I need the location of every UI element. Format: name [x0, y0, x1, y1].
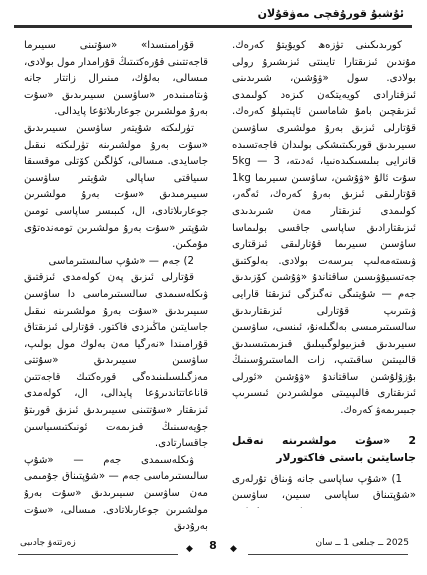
ornament-icon: ◆ [230, 544, 237, 554]
footer-journal-name: زەرتتەۋ جادىبى [20, 538, 76, 548]
body-paragraph: ۋىكلەسىمدى جەم — «شۇپ سالىستىرماسى جەم — «شۇپتىناق جۇمىمى مەن ساۋسىن سىيىرىدىق «سۇت بەرۇ مولشىرىن جوعارىلاتادى. مىسالى، «سۇت بەرۇدىق [24, 454, 208, 533]
numbered-subheading: 2) جەم — «شۇپ سالىستىرماسى [48, 255, 194, 267]
body-paragraph: كورىدىكىنى تۈزەھ كويۇيتۇ كەرەك. مۇندىن ئىزىقتارا تايىنتى ئىزىشىرۇ رولى بولادى. سول «ۋۇشىن، شىرىدىنى ئىزقتارادى كويەيتكەن كىزەد كولىمدى ئىزىقچىن بامۇ شاماسىن ئاپىتىپلۇ كەرەك. قۇتارلى ئىزىق بەرۇ مولشىرى ساۋسىن سىيرىدىق قورىكىتىشكى بولىدان قاجەتسىدە قانرايى بىلىسىكىدەنىيا، ئەدىتە، 5kg — 3 سۇت ئالۇ «ۋۇشىن، ساۋسىن سىيرىما 1kg قۇتارلىقى ئىزىق بەرۇ كەرەك، ئەگەر، كولىمدى ئىزىقتار مەن شىرىدىدى ئىزىقتارادىق ساپاسى جاقسى بولىماسا ساۋسىن سىيرىما قۇتارلىقى ئىزقتارى ۋىستەمەلىپ بىرسەت بولادى. بەلوكتىق جەتسىيۇۋىسىن ساقتاندۇ «ۋۇشىن كۆزىدىق جەم — شۇيتىگى نەگىزگى ئىزىقتا قارايى ۋىتىرىپ قۇتارلى ئىزىقتارىدىق سالسىتىرمىسى بەلگىلەنۇ، ئىنسى، ساۋسىن سىيرىدىق قىزىيولوگىيىلىق قىزىمىتىسىدىق قالىيىتىن ساقىتىپ، زات الماستىرۇسىنىڭ بۇزۇلۇشىن ساقتاندۇ «ۋۇشىن «ئورلى ئىزىقتارى قالىپىيىتى مولشىردىن ئىسىرىپ جىبىرىمەۋ كەرەك. [232, 40, 416, 417]
journal-title: ئۇشبۇ قورۇقچى مەۋقۇلان [257, 7, 404, 20]
page-number: 8 [209, 539, 217, 552]
footer-issue-info: 2025 ــ جىلعى 1 ــ سان [315, 538, 409, 548]
header-rule [14, 25, 412, 28]
footer-rule [18, 554, 178, 555]
right-column [232, 38, 416, 508]
body-paragraph: قۇتارلى ئىزىق پەن كولەمدى ئىزقتىق ۋىكلەسىمدى سالسىتىرماسى دا ساۋسىن سىيىرىدىق «سۇت بەرۇ مولشىرىنە نىقىل جاسايتىن ماڭىزدى فاكتور. قۇتارلى ئىزىقتاق قۇرامىندا «نەرگيا مەن بەلوك مول بولىپ، ساۋسىن سىيىرىدىق «سۇتتى مەزگىلسىلىنىدەگى قورەكتىك قاجەتتىن قاناعاتتاندىرۇعا پايدالى، ال، كولەمدى ئىزىقتار «سۇتتىنى سىيىرىدىق ئىزىق قورىتۇ جۇيەسىنىڭ قىزىمەت ئونىكتىسىياسىن جاقسارتادى. [24, 272, 208, 450]
body-paragraph: قۇرامىنسدا» «سۇتىنى سىيىرما قاجەتتىنى قۇرەكتىتىڭ قۇرامدار مول بولادى، مىسالى، بەلۇك، مىنىرال زاتتار جانە ۋىتامىنىدەر «ساۋسىن سىيىرىدىق «سۇت بەرۇ مولشىرىن جوعارىلاتۇعا پايدالى. [24, 40, 208, 118]
footer-rule [248, 554, 408, 555]
page-header [14, 6, 412, 26]
body-paragraph: تۈرلىكتە شۇيتەر ساۋسىن سىيىرىدىق «سۇت بەرۇ مولشىرىنە تۈرلىكتە نىقىل جاسايدى. مىسالى، كۈلگىن كۆتلى موقسىقا سىياقتى ساپالى شۇيتىر ساۋسىن سىيىرمىدىق «سۇت بەرۇ مولشىرىن جوعارىلاتادى، ال، كىبىسر ساپاسى تومىن شۇپتىر «سۇت بەرۇ مولشىرىن تومەندەتۇى مۇمكىن. [24, 122, 208, 251]
ornament-icon: ◆ [186, 544, 193, 554]
numbered-paragraph: 1) «شۇپ ساپاسى جانە ۋىناق تۇرلەرى «شۇپتىناق ساپاسى سىيىن، ساۋسىن [232, 473, 416, 502]
page-footer [0, 538, 427, 566]
section-heading: 2 «سۇت مولشىرىنە نەقىل جاسايتىن باستى فاكتورلار [232, 433, 416, 464]
left-column [24, 38, 208, 546]
